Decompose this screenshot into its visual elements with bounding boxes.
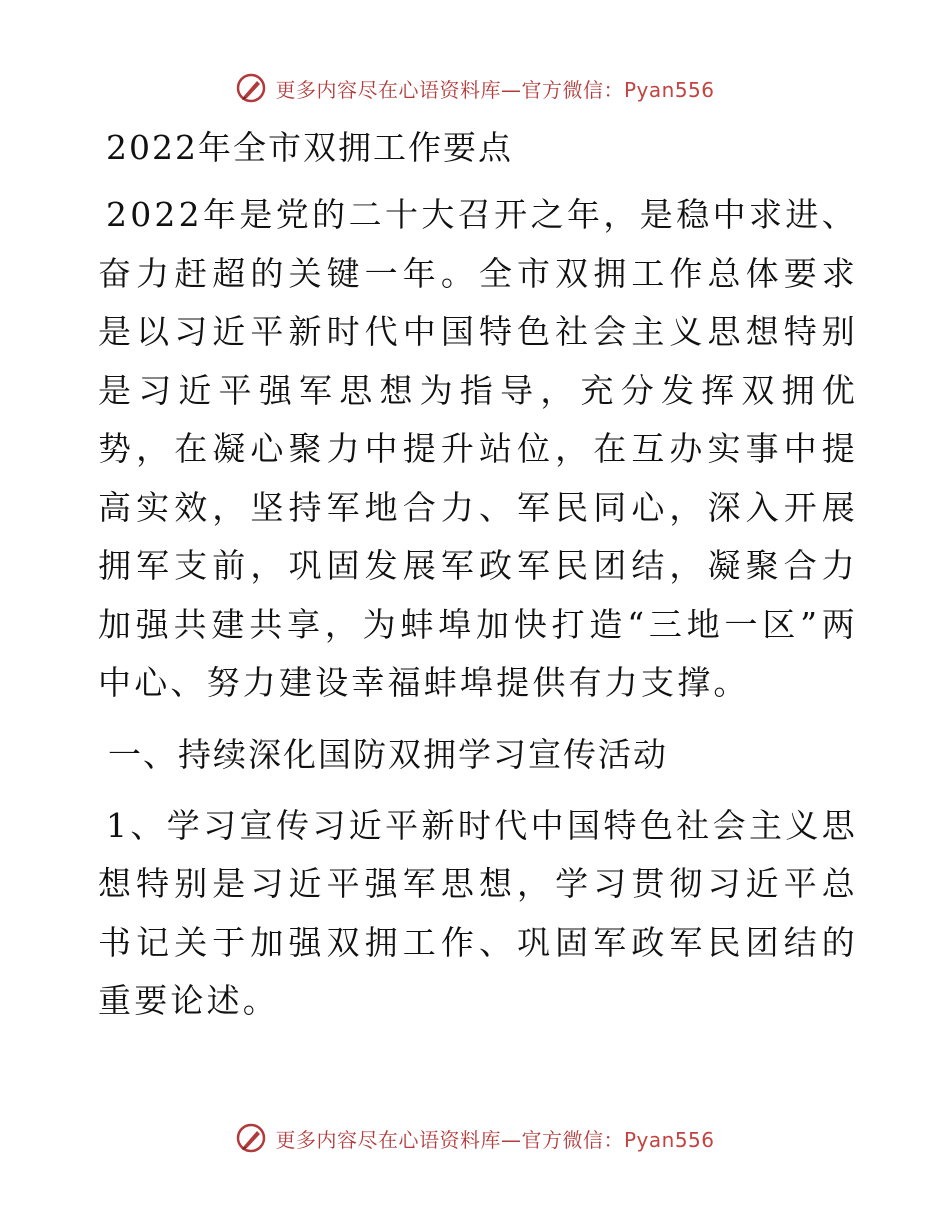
banner-text	[275, 1124, 714, 1153]
footer-banner	[0, 1122, 950, 1154]
list-item: 1、学习宣传习近平新时代中国特色社会主义思想特别是习近平强军思想，学习贯彻习近平总书记关于加强双拥工作、巩固军政军民团结的重要论述。	[98, 805, 858, 1020]
banner-wechat-id: Pyan556	[623, 77, 715, 102]
intro-paragraph: 2022年是党的二十大召开之年，是稳中求进、奋力赶超的关键一年。全市双拥工作总体要求是以习近平新时代中国特色社会主义思想特别是习近平强军思想为指导，充分发挥双拥优势，在凝心聚力中提升站位，在互办实事中提高实效，坚持军地合力、军民同心，深入开展拥军支前，巩固发展军政军民团结，凝聚合力加强共建共享，为蚌埠加快打造“三地一区”两中心、努力建设幸福蚌埠提供有力支撑。	[98, 195, 858, 702]
section-heading: 一、持续深化国防双拥学习宣传活动	[108, 734, 668, 774]
banner-text	[275, 74, 714, 103]
quill-pen-logo-icon	[235, 1122, 267, 1154]
document-title: 2022年全市双拥工作要点	[106, 128, 513, 167]
banner-promo-text: 更多内容尽在心语资料库—官方微信：	[275, 1127, 624, 1152]
quill-pen-logo-icon	[235, 72, 267, 104]
banner-wechat-id: Pyan556	[623, 1127, 715, 1152]
header-banner	[0, 72, 950, 104]
banner-promo-text: 更多内容尽在心语资料库—官方微信：	[275, 77, 624, 102]
document-body	[98, 118, 858, 1043]
